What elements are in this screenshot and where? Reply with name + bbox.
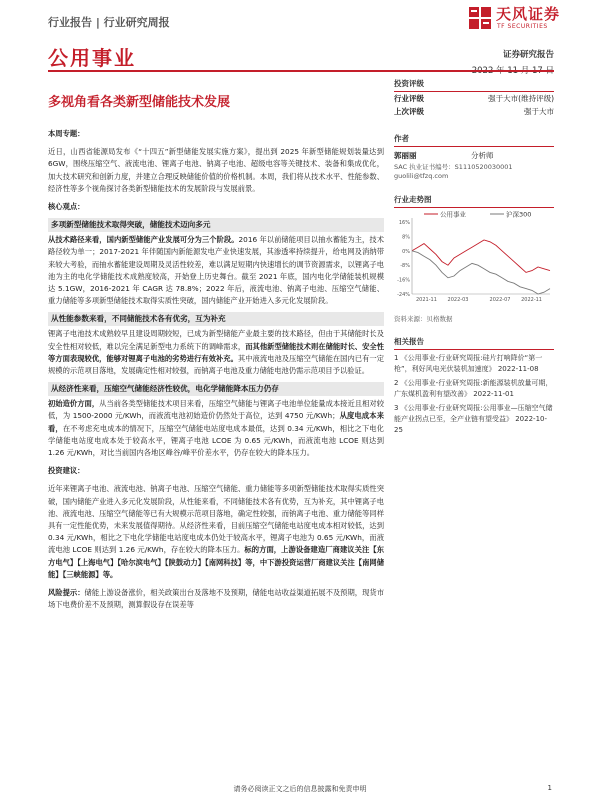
x-tick-label: 2022-11	[521, 297, 542, 302]
y-tick-label: 16%	[398, 220, 410, 226]
prev-rating-value: 强于大市	[524, 107, 554, 116]
section-3-bold: 从度电成本来看，	[48, 411, 385, 433]
section-2-text	[48, 328, 384, 377]
report-subtitle: 多视角看各类新型储能技术发展	[48, 95, 231, 110]
author-line	[394, 150, 554, 161]
trend-panel	[394, 194, 554, 208]
report-category: 行业报告 | 行业研究周报	[48, 16, 170, 29]
section-1-text	[48, 234, 384, 307]
report-type: 证券研究报告	[502, 50, 554, 60]
section-3-body-b: 在不考虑充电成本的情况下，压缩空气储能电站度电成本最低，达到 0.34 元/KWh，相比之下电化学储能电站度电成本处于较高水平，锂离子电池 LCOE 为 0.65 元/KWh，而液流电池 LCOE 则达到 1.26 元/KWh，对比当前国内各地区峰谷/峰平价差水平，仍存在较大的降本压力。	[48, 423, 384, 458]
y-tick-label: -24%	[397, 292, 410, 298]
core-view-label: 核心观点：	[48, 202, 85, 212]
sector-title: 公用事业	[48, 46, 136, 70]
related-report-1[interactable]: 1 《公用事业-行业研究周报:硅片打响降价“第一枪”，利好风电光伏装机加速度》 2022-11-08	[394, 354, 543, 373]
section-2-body-b: 其中液流电池及压缩空气储能在国内已有一定规模的示范项目落地，发展确定性相对较强，而钠离子电池及重力储能电池仍需示范项目予以验证。	[48, 353, 385, 376]
y-tick-label: 8%	[402, 234, 410, 241]
industry-rating-value: 强于大市(维持评级)	[488, 94, 554, 103]
section-3-lead: 初始造价方面，	[48, 399, 100, 409]
invest-targets: 标的方面，上游设备建造厂商建议关注【东方电气】【上海电气】【哈尔滨电气】【陕鼓动力】【南网科技】等，中下游投资运营厂商建议关注【南网储能】【三峡能源】等。	[48, 545, 384, 579]
legend-label-utilities: 公用事业	[440, 210, 466, 219]
section-bar-1: 多项新型储能技术取得突破，储能技术迈向多元	[48, 218, 384, 232]
industry-rating-label: 行业评级	[394, 94, 424, 103]
related-panel	[394, 336, 554, 436]
tf-logo-icon	[468, 6, 492, 30]
y-tick-label: 0%	[402, 248, 410, 255]
related-report-2[interactable]: 2 《公用事业-行业研究周报:新能源装机放量可期，广东煤机盈利有望改善》 2022-11-01	[394, 379, 553, 398]
brand-name-en: TF SECURITIES	[497, 23, 548, 30]
rating-panel	[394, 78, 554, 118]
author-role: 分析师	[471, 151, 494, 160]
series-line-utilities	[412, 240, 550, 272]
prev-rating-label: 上次评级	[394, 107, 424, 116]
section-bar-2: 从性能参数来看，不同储能技术各有优劣，互为补充	[48, 312, 384, 326]
header-divider	[48, 70, 554, 72]
page-number: 1	[547, 784, 552, 792]
industry-rating-row	[394, 92, 554, 105]
chart-source: 资料来源：贝格数据	[394, 315, 453, 323]
series-line-csi300	[412, 251, 550, 294]
risk-text	[48, 587, 384, 611]
footer-disclaimer: 请务必阅读正文之后的信息披露和免责申明	[233, 785, 367, 793]
y-tick-label: -8%	[400, 263, 410, 270]
author-panel	[394, 133, 554, 180]
author-title: 作者	[394, 133, 554, 147]
brand-logo	[468, 3, 580, 37]
section-bar-3: 从经济性来看，压缩空气储能经济性较优，电化学储能降本压力仍存	[48, 382, 384, 396]
related-title: 相关报告	[394, 336, 554, 350]
trend-title: 行业走势图	[394, 194, 554, 208]
x-tick-label: 2022-07	[489, 297, 511, 302]
author-license: SAC 执业证书编号：S1110520030001	[394, 163, 513, 171]
section-1-body: 2016 年以前储能项目以抽水蓄能为主，技术路径较为单一；2017-2021 年伴随国内新能源发电产业快速发展，其渗透率持续提升，给电网及消纳带来较大考验，而抽水蓄能建设周期及灵活性较差，难以满足短期内快速增长的调节资源需求，以锂离子电池为主的电化学储能技术成熟度较高，开始登上历史舞台。截至 2021 年底，国内电化学储能装机规模达 5.1GW，2016-2021 年 CAGR 达 78.8%；2022 年后，液流电池、钠离子电池、压缩空气储能、重力储能等多项新型储能技术取得实质性突破，国内储能产业开始进入多元化发展阶段。	[48, 235, 384, 306]
x-tick-label: 2021-11	[416, 297, 437, 302]
main-content	[48, 128, 384, 612]
trend-chart	[394, 210, 554, 302]
chart-legend	[424, 210, 531, 219]
brand-name-cn: 天风证券	[496, 5, 561, 23]
invest-body: 近年来锂离子电池、液流电池、钠离子电池、压缩空气储能、重力储能等多项新型储能技术取得实质性突破，国内储能产业进入多元化发展阶段，从性能来看，不同储能技术各有优势，互为补充，其中锂离子电池、液流电池、压缩空气储能等已有大规模示范项目落地，确定性较强，而钠离子电池、重力储能等同样具有一定性能优势，未来发展值得期待。从经济性来看，目前压缩空气储能电站度电成本相对较低，达到 0.34 元/KWh，相比之下电化学储能电站度电成本仍处于较高水平，锂离子电池为 0.65 元/KWh，而液流电池 LCOE 则达到 1.26 元/KWh，存在较大的降本压力。	[48, 484, 384, 555]
x-tick-label: 2022-03	[447, 297, 469, 302]
weekly-topic-body: 近日，山西省能源局发布《“十四五”新型储能发展实施方案》，提出到 2025 年新型储能规划装量达到 6GW，围绕压缩空气、液流电池、锂离子电池、钠离子电池、超级电容等关键技术、装备和集成优化，加大技术研究和创新力度，并建立合理反映储能价值的价格机制。本周，我们将从技术水平、性能参数、经济性等多个视角探讨各类新型储能技术的发展阶段与发展前景。	[48, 147, 384, 193]
weekly-topic-label: 本周专题：	[48, 129, 85, 138]
rating-title: 投资评级	[394, 78, 554, 92]
invest-label: 投资建议：	[48, 466, 85, 476]
author-email[interactable]: guolili@tfzq.com	[394, 172, 449, 180]
author-name: 郭丽丽	[394, 151, 417, 160]
related-report-3[interactable]: 3 《公用事业-行业研究周报:公用事业—压缩空气储能产业拐点已至，全产业链有望受益》 2022-10-25	[394, 404, 553, 434]
y-tick-label: -16%	[397, 277, 410, 284]
risk-body: 储能上游设备涨价，相关政策出台及落地不及预期，储能电站收益渠道拓展不及预期，现货市场下电费价差不及预期，测算假设存在误差等	[48, 588, 385, 610]
risk-label: 风险提示：	[48, 588, 85, 598]
section-2-bold: 而其他新型储能技术则在储能时长、安全性等方面表现较优，能够对锂离子电池的劣势进行有效补充。	[48, 341, 385, 363]
legend-label-csi300: 沪深300	[506, 210, 532, 219]
prev-rating-row	[394, 105, 554, 118]
section-1-lead: 从技术路径来看，国内新型储能产业发展可分为三个阶段。	[48, 235, 239, 245]
section-3-text	[48, 398, 384, 459]
section-2-body-a: 锂离子电池技术成熟较早且建设周期较短，已成为新型储能产业最主要的技术路径，但由于其储能时长及安全性相对较低，难以完全满足新型电力系统下的调峰需求，	[48, 329, 384, 351]
section-3-body-a: 从当前各类型储能技术项目来看，压缩空气储能与锂离子电池单位能量成本接近且相对较低，为 1500-2000 元/KWh，而液流电池初始造价仍然处于高位，达到 4750 元/KWh；	[48, 399, 385, 421]
invest-text	[48, 483, 384, 581]
